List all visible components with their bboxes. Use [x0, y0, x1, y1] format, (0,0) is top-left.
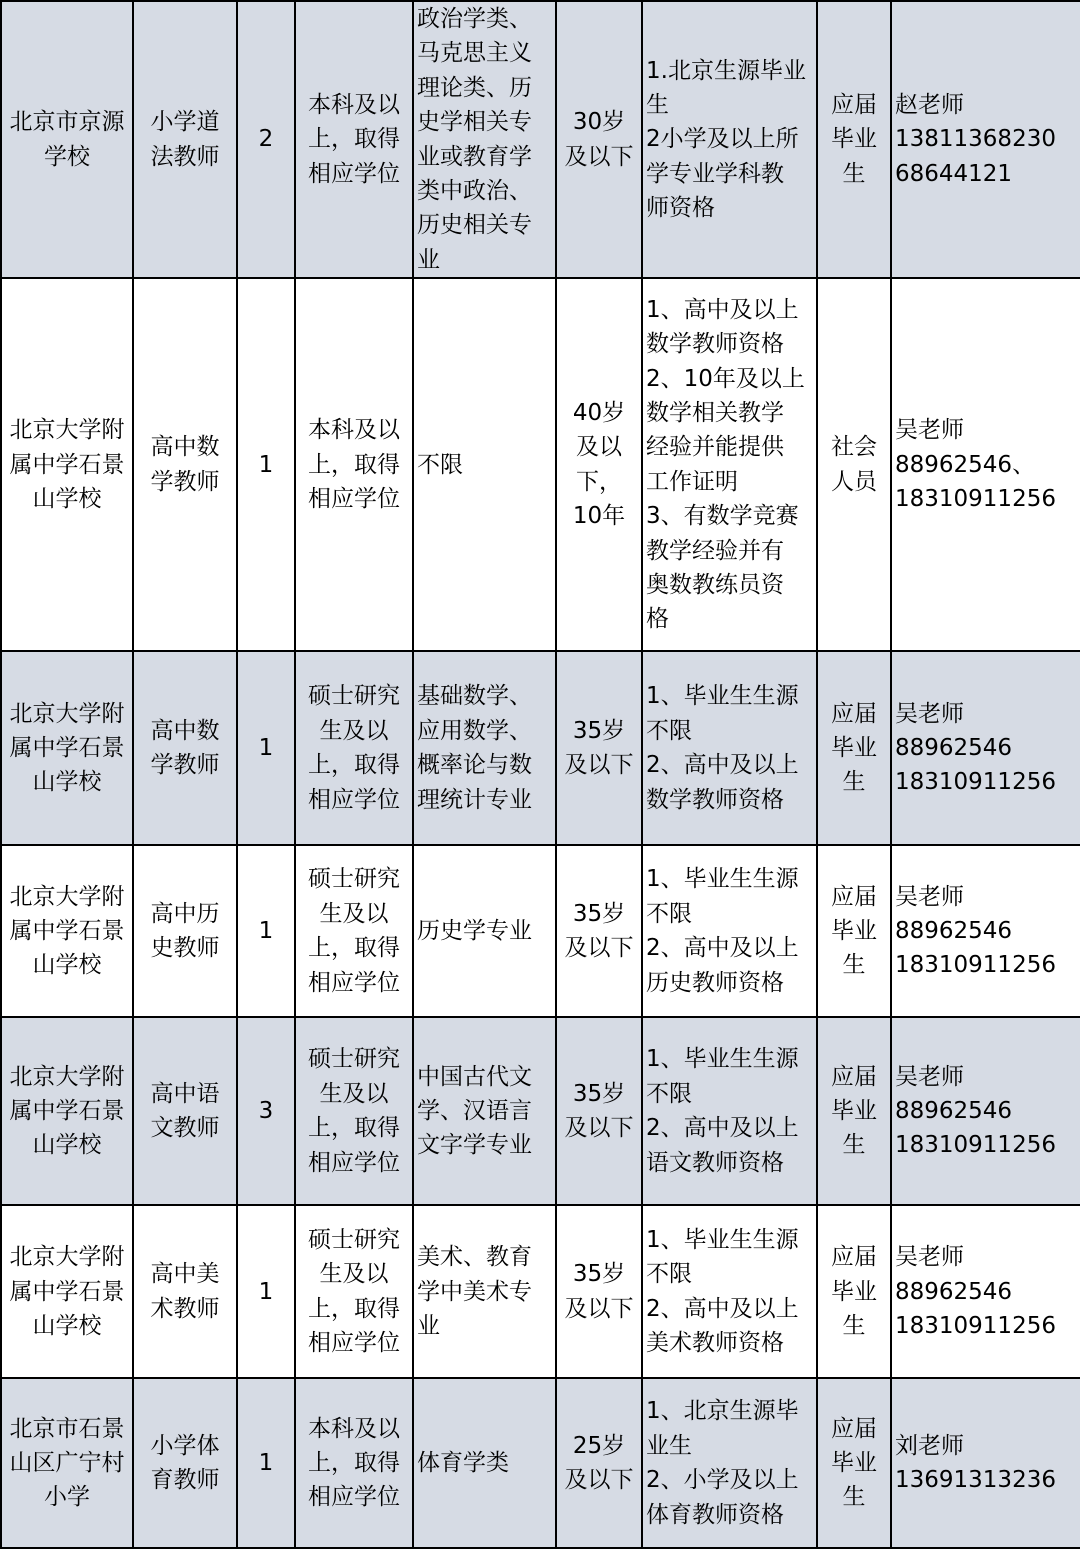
- count-cell: 2: [237, 1, 295, 278]
- age-cell: 40岁 及以 下， 10年: [556, 278, 642, 651]
- table-row: [1, 1378, 1080, 1548]
- count-cell: 1: [237, 845, 295, 1017]
- age-cell: 35岁 及以下: [556, 845, 642, 1017]
- count-cell: 1: [237, 278, 295, 651]
- position-cell: 高中历 史教师: [133, 845, 237, 1017]
- contact-cell: 吴老师 88962546、 18310911256: [891, 278, 1080, 651]
- major-cell: 政治学类、 马克思主义 理论类、历 史学相关专 业或教育学 类中政治、 历史相关专 业: [413, 1, 556, 278]
- school-cell: 北京市京源 学校: [1, 1, 133, 278]
- education-cell: 本科及以 上，取得 相应学位: [295, 1, 413, 278]
- education-cell: 本科及以 上，取得 相应学位: [295, 1378, 413, 1548]
- major-cell: 历史学专业: [413, 845, 556, 1017]
- position-cell: 高中美 术教师: [133, 1205, 237, 1378]
- requirements-cell: 1.北京生源毕业 生 2小学及以上所 学专业学科教 师资格: [642, 1, 817, 278]
- count-cell: 3: [237, 1017, 295, 1205]
- applicant-type-cell: 应届 毕业 生: [817, 845, 891, 1017]
- education-cell: 硕士研究 生及以 上，取得 相应学位: [295, 845, 413, 1017]
- table-row: [1, 845, 1080, 1017]
- contact-cell: 吴老师 88962546 18310911256: [891, 1017, 1080, 1205]
- age-cell: 25岁 及以下: [556, 1378, 642, 1548]
- school-cell: 北京市石景 山区广宁村 小学: [1, 1378, 133, 1548]
- major-cell: 美术、教育 学中美术专 业: [413, 1205, 556, 1378]
- major-cell: 不限: [413, 278, 556, 651]
- major-cell: 体育学类: [413, 1378, 556, 1548]
- position-cell: 高中数 学教师: [133, 651, 237, 845]
- position-cell: 高中语 文教师: [133, 1017, 237, 1205]
- table-row: [1, 1, 1080, 278]
- education-cell: 本科及以 上，取得 相应学位: [295, 278, 413, 651]
- contact-cell: 吴老师 88962546 18310911256: [891, 651, 1080, 845]
- count-cell: 1: [237, 651, 295, 845]
- contact-cell: 吴老师 88962546 18310911256: [891, 1205, 1080, 1378]
- school-cell: 北京大学附 属中学石景 山学校: [1, 1205, 133, 1378]
- position-cell: 小学道 法教师: [133, 1, 237, 278]
- contact-cell: 刘老师 13691313236: [891, 1378, 1080, 1548]
- age-cell: 35岁 及以下: [556, 1017, 642, 1205]
- contact-cell: 吴老师 88962546 18310911256: [891, 845, 1080, 1017]
- school-cell: 北京大学附 属中学石景 山学校: [1, 278, 133, 651]
- education-cell: 硕士研究 生及以 上，取得 相应学位: [295, 1017, 413, 1205]
- school-cell: 北京大学附 属中学石景 山学校: [1, 845, 133, 1017]
- age-cell: 35岁 及以下: [556, 1205, 642, 1378]
- requirements-cell: 1、毕业生生源 不限 2、高中及以上 历史教师资格: [642, 845, 817, 1017]
- table-row: [1, 651, 1080, 845]
- position-cell: 小学体 育教师: [133, 1378, 237, 1548]
- age-cell: 30岁 及以下: [556, 1, 642, 278]
- contact-cell: 赵老师 13811368230 68644121: [891, 1, 1080, 278]
- requirements-cell: 1、北京生源毕 业生 2、小学及以上 体育教师资格: [642, 1378, 817, 1548]
- applicant-type-cell: 应届 毕业 生: [817, 1205, 891, 1378]
- position-cell: 高中数 学教师: [133, 278, 237, 651]
- requirements-cell: 1、毕业生生源 不限 2、高中及以上 美术教师资格: [642, 1205, 817, 1378]
- table-row: [1, 278, 1080, 651]
- table-row: [1, 1205, 1080, 1378]
- applicant-type-cell: 应届 毕业 生: [817, 1, 891, 278]
- school-cell: 北京大学附 属中学石景 山学校: [1, 651, 133, 845]
- school-cell: 北京大学附 属中学石景 山学校: [1, 1017, 133, 1205]
- education-cell: 硕士研究 生及以 上，取得 相应学位: [295, 651, 413, 845]
- education-cell: 硕士研究 生及以 上，取得 相应学位: [295, 1205, 413, 1378]
- applicant-type-cell: 应届 毕业 生: [817, 651, 891, 845]
- table-row: [1, 1017, 1080, 1205]
- requirements-cell: 1、高中及以上 数学教师资格 2、10年及以上 数学相关教学 经验并能提供 工作证明 3、有数学竞赛 教学经验并有 奥数教练员资 格: [642, 278, 817, 651]
- count-cell: 1: [237, 1378, 295, 1548]
- applicant-type-cell: 应届 毕业 生: [817, 1017, 891, 1205]
- requirements-cell: 1、毕业生生源 不限 2、高中及以上 语文教师资格: [642, 1017, 817, 1205]
- applicant-type-cell: 社会 人员: [817, 278, 891, 651]
- count-cell: 1: [237, 1205, 295, 1378]
- age-cell: 35岁 及以下: [556, 651, 642, 845]
- applicant-type-cell: 应届 毕业 生: [817, 1378, 891, 1548]
- requirements-cell: 1、毕业生生源 不限 2、高中及以上 数学教师资格: [642, 651, 817, 845]
- major-cell: 基础数学、 应用数学、 概率论与数 理统计专业: [413, 651, 556, 845]
- major-cell: 中国古代文 学、汉语言 文字学专业: [413, 1017, 556, 1205]
